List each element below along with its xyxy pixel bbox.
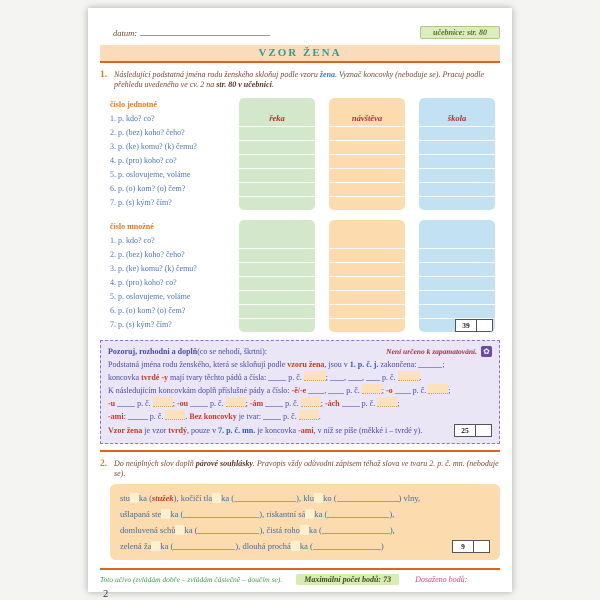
- write-line: [329, 276, 405, 290]
- write-line: [329, 140, 405, 154]
- case-label: 6. p. (o) kom? (o) čem?: [110, 184, 186, 193]
- exercise1-number: 1.: [100, 70, 108, 80]
- column-header: [419, 98, 495, 126]
- write-line: [239, 318, 315, 332]
- column-navsteva-singular: [329, 98, 405, 210]
- write-line: [329, 318, 405, 332]
- write-line: [239, 304, 315, 318]
- note-line: koncovka tvrdé -y mají tvary těchto pádů a čísla: p. č. ; , , p. č. .: [108, 373, 422, 382]
- declension-table: [110, 98, 500, 332]
- write-line: [329, 182, 405, 196]
- write-line: [419, 140, 495, 154]
- exercise1-score-boxes: [455, 319, 493, 332]
- exercise2-line: stu ka (stužek), kočičí tla ka ( ), klu ko ( ) vlny,: [120, 493, 421, 503]
- case-label: 2. p. (bez) koho? čeho?: [110, 128, 185, 137]
- case-label: 5. p. oslovujeme, voláme: [110, 292, 191, 301]
- write-line: [329, 154, 405, 168]
- page-number: 2: [103, 589, 109, 600]
- self-assessment-text: Toto učivo (zvládám dobře – zvládám částečně – doučím se).: [100, 575, 283, 584]
- note-line: -ami: p. č. . Bez koncovky je tvar: p. č. .: [108, 412, 321, 421]
- note-summary-text: Vzor žena je vzor tvrdý, pouze v 7. p. č. mn. je koncovka -ami, v níž se píše (měkké i – tvrdé y).: [108, 426, 423, 435]
- case-label: 4. p. (pro) koho? co?: [110, 156, 177, 165]
- footer-divider: [100, 568, 500, 570]
- case-label: 6. p. (o) kom? (o) čem?: [110, 306, 186, 315]
- case-label: 1. p. kdo? co?: [110, 114, 155, 123]
- write-line: [329, 262, 405, 276]
- write-line: [329, 168, 405, 182]
- column-header: [329, 98, 405, 126]
- write-line: [239, 182, 315, 196]
- case-label: 7. p. (s) kým? čím?: [110, 198, 172, 207]
- footer-row: [100, 574, 500, 585]
- note-box-header: [108, 345, 492, 358]
- case-label: 3. p. (ke) komu? (k) čemu?: [110, 142, 197, 151]
- section-divider: [100, 450, 500, 452]
- datum-write-line: [140, 26, 270, 36]
- note-notice: Není určeno k zapamatování.: [386, 347, 477, 356]
- column-skola-plural: [419, 220, 495, 332]
- column-reka-singular: [239, 98, 315, 210]
- write-line: [419, 304, 495, 318]
- case-label: 7. p. (s) kým? čím?: [110, 320, 172, 329]
- declension-block-singular: [110, 98, 500, 210]
- datum-label: datum:: [113, 28, 138, 38]
- write-line: [419, 126, 495, 140]
- write-line: [329, 304, 405, 318]
- write-line: [419, 154, 495, 168]
- column-header: [239, 98, 315, 126]
- column-navsteva-plural: [329, 220, 405, 332]
- exercise2-score-blank: [474, 540, 490, 553]
- write-line: [419, 262, 495, 276]
- write-line: [239, 140, 315, 154]
- exercise2-score-boxes: [452, 540, 490, 553]
- write-line: [419, 182, 495, 196]
- model-word-navsteva: návštěva: [351, 113, 383, 123]
- write-line: [239, 126, 315, 140]
- exercise2-max-score: 9: [452, 540, 474, 553]
- exercise1-score-blank: [477, 319, 493, 332]
- write-line: [419, 196, 495, 210]
- note-line: -u p. č. ; -ou p. č. ; -ám p. č. ; -ách p. č. ;: [108, 399, 400, 408]
- case-labels-plural: [110, 220, 225, 332]
- model-word-skola: škola: [447, 113, 467, 123]
- number-label-singular: číslo jednotné: [110, 100, 157, 109]
- model-word-reka: řeka: [269, 113, 285, 123]
- column-reka-plural: [239, 220, 315, 332]
- page-title: VZOR ŽENA: [100, 45, 500, 63]
- achieved-points-label: Dosaženo bodů:: [415, 575, 468, 584]
- exercise2-line: ušlapaná ste ka ( ), riskantní sá ka ( ),: [120, 509, 395, 519]
- exercise2-line-text: zelená ža ka ( ), dlouhá prochá ka ( ): [120, 541, 384, 551]
- note-summary-line: [108, 424, 492, 437]
- note-box: [100, 340, 500, 444]
- write-line: [239, 154, 315, 168]
- write-line: [329, 290, 405, 304]
- write-line: [239, 262, 315, 276]
- exercise2-instruction-text: Do neúplných slov doplň párové souhlásky. Pravopis vždy odůvodni zápisem téhož slova ve tvaru 2. p. č. mn. (neboduje se).: [114, 459, 499, 478]
- write-line: [239, 168, 315, 182]
- write-line: [419, 168, 495, 182]
- case-label: 1. p. kdo? co?: [110, 236, 155, 245]
- case-label: 2. p. (bez) koho? čeho?: [110, 250, 185, 259]
- note-heading: Pozoruj, rozhodni a doplň: [108, 347, 198, 356]
- write-line: [329, 126, 405, 140]
- write-line: [239, 248, 315, 262]
- case-label: 4. p. (pro) koho? co?: [110, 278, 177, 287]
- exercise1-max-score: 39: [455, 319, 477, 332]
- write-line: [329, 196, 405, 210]
- write-line: [239, 290, 315, 304]
- top-row: [100, 24, 500, 40]
- write-line: [419, 276, 495, 290]
- exercise2-box: [110, 484, 500, 560]
- case-labels-singular: [110, 98, 225, 210]
- column-header: [419, 220, 495, 248]
- column-skola-singular: [419, 98, 495, 210]
- note-score-boxes: [454, 424, 492, 437]
- case-label: 5. p. oslovujeme, voláme: [110, 170, 191, 179]
- column-header: [329, 220, 405, 248]
- note-heading-rest: (co se nehodí, škrtni):: [197, 347, 267, 356]
- write-line: [239, 196, 315, 210]
- note-max-score: 25: [454, 424, 476, 437]
- write-line: [239, 276, 315, 290]
- exercise1-instruction-text: Následující podstatná jména rodu ženského skloňuj podle vzoru žena. Vyznač koncovky (neboduje se). Pracuj podle přehledu uvedeného ve cv. 2 na str. 80 v učebnici.: [114, 70, 485, 89]
- note-line: Podstatná jména rodu ženského, která se skloňují podle vzoru žena, jsou v 1. p. č. j. zakončena: ;: [108, 360, 445, 369]
- worksheet-page: [88, 8, 512, 600]
- textbook-page-badge: učebnice: str. 80: [420, 26, 500, 39]
- number-label-plural: číslo množné: [110, 222, 154, 231]
- max-points-badge: Maximální počet bodů: 73: [296, 574, 399, 585]
- exercise2-line: domluvená schů ka ( ), čistá roho ka ( ),: [120, 525, 395, 535]
- write-line: [419, 290, 495, 304]
- write-line: [329, 248, 405, 262]
- write-line: [419, 248, 495, 262]
- exercise2-last-line: [120, 538, 490, 554]
- exercise2-number: 2.: [100, 459, 108, 469]
- column-header: [239, 220, 315, 248]
- datum-field: [113, 23, 270, 41]
- note-line: K následujícím koncovkám doplň příslušné pády a číslo: -ě/-e , p. č. ; -o p. č. ;: [108, 386, 451, 395]
- flower-icon: ✿: [481, 346, 492, 357]
- declension-block-plural: [110, 220, 500, 332]
- note-score-blank: [476, 424, 492, 437]
- case-label: 3. p. (ke) komu? (k) čemu?: [110, 264, 197, 273]
- exercise1-instruction: [100, 70, 500, 90]
- write-line: [419, 318, 495, 332]
- exercise2-instruction: [100, 459, 500, 479]
